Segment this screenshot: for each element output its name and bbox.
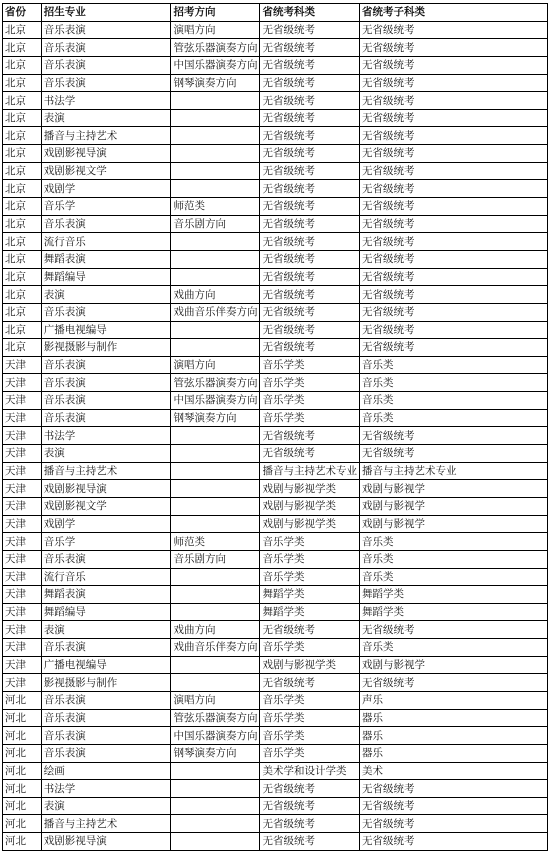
cell-province: 河北	[3, 797, 42, 815]
cell-exam-category: 音乐学类	[260, 691, 360, 709]
cell-exam-category: 音乐学类	[260, 639, 360, 657]
cell-exam-subcategory: 舞蹈学类	[359, 603, 547, 621]
cell-major: 绘画	[41, 762, 171, 780]
cell-major: 戏剧影视导演	[41, 145, 171, 163]
cell-exam-category: 无省级统考	[260, 162, 360, 180]
cell-province: 北京	[3, 286, 42, 304]
cell-province: 天津	[3, 639, 42, 657]
cell-major: 舞蹈编导	[41, 603, 171, 621]
cell-direction: 师范类	[171, 198, 260, 216]
cell-exam-subcategory: 无省级统考	[359, 74, 547, 92]
cell-province: 北京	[3, 109, 42, 127]
cell-province: 北京	[3, 74, 42, 92]
cell-direction	[171, 180, 260, 198]
table-row	[3, 321, 548, 339]
cell-exam-category: 无省级统考	[260, 180, 360, 198]
cell-province: 河北	[3, 709, 42, 727]
cell-province: 天津	[3, 356, 42, 374]
cell-exam-category: 无省级统考	[260, 127, 360, 145]
cell-major: 书法学	[41, 92, 171, 110]
cell-direction: 师范类	[171, 533, 260, 551]
cell-major: 音乐表演	[41, 56, 171, 74]
cell-province: 天津	[3, 568, 42, 586]
cell-major: 戏剧影视导演	[41, 480, 171, 498]
table-row	[3, 639, 548, 657]
cell-direction	[171, 780, 260, 798]
cell-exam-subcategory: 美术	[359, 762, 547, 780]
table-row	[3, 762, 548, 780]
cell-exam-subcategory: 无省级统考	[359, 233, 547, 251]
cell-major: 音乐表演	[41, 550, 171, 568]
cell-exam-subcategory: 器乐	[359, 727, 547, 745]
cell-major: 舞蹈表演	[41, 586, 171, 604]
cell-province: 天津	[3, 409, 42, 427]
cell-exam-subcategory: 无省级统考	[359, 286, 547, 304]
cell-exam-subcategory: 无省级统考	[359, 427, 547, 445]
cell-major: 舞蹈表演	[41, 250, 171, 268]
cell-direction	[171, 497, 260, 515]
cell-exam-category: 舞蹈学类	[260, 603, 360, 621]
table-row	[3, 691, 548, 709]
table-row	[3, 445, 548, 463]
table-row	[3, 780, 548, 798]
cell-exam-subcategory: 音乐类	[359, 639, 547, 657]
cell-province: 天津	[3, 621, 42, 639]
cell-major: 音乐表演	[41, 727, 171, 745]
cell-exam-subcategory: 音乐类	[359, 409, 547, 427]
header-direction: 招考方向	[171, 4, 260, 22]
cell-exam-subcategory: 无省级统考	[359, 321, 547, 339]
cell-exam-category: 无省级统考	[260, 621, 360, 639]
cell-exam-category: 无省级统考	[260, 21, 360, 39]
cell-major: 表演	[41, 445, 171, 463]
cell-exam-subcategory: 器乐	[359, 709, 547, 727]
cell-exam-category: 音乐学类	[260, 533, 360, 551]
cell-province: 北京	[3, 56, 42, 74]
cell-province: 北京	[3, 127, 42, 145]
cell-exam-category: 音乐学类	[260, 356, 360, 374]
admissions-table	[2, 3, 548, 851]
table-row	[3, 74, 548, 92]
cell-exam-category: 无省级统考	[260, 833, 360, 851]
cell-province: 河北	[3, 727, 42, 745]
cell-province: 河北	[3, 833, 42, 851]
cell-direction	[171, 268, 260, 286]
cell-exam-category: 戏剧与影视学类	[260, 497, 360, 515]
table-row	[3, 392, 548, 410]
header-row	[3, 4, 548, 22]
cell-direction	[171, 233, 260, 251]
cell-exam-subcategory: 音乐类	[359, 392, 547, 410]
cell-exam-category: 美术学和设计学类	[260, 762, 360, 780]
cell-major: 音乐表演	[41, 356, 171, 374]
cell-direction	[171, 339, 260, 357]
cell-exam-subcategory: 无省级统考	[359, 780, 547, 798]
cell-exam-subcategory: 无省级统考	[359, 215, 547, 233]
table-row	[3, 250, 548, 268]
cell-exam-subcategory: 无省级统考	[359, 815, 547, 833]
cell-direction: 管弦乐器演奏方向	[171, 709, 260, 727]
cell-province: 天津	[3, 497, 42, 515]
cell-exam-category: 音乐学类	[260, 409, 360, 427]
cell-exam-subcategory: 无省级统考	[359, 268, 547, 286]
cell-direction: 演唱方向	[171, 21, 260, 39]
cell-major: 广播电视编导	[41, 656, 171, 674]
table-row	[3, 497, 548, 515]
cell-exam-category: 无省级统考	[260, 92, 360, 110]
cell-exam-category: 戏剧与影视学类	[260, 480, 360, 498]
cell-major: 戏剧影视文学	[41, 162, 171, 180]
header-exam-category: 省统考科类	[260, 4, 360, 22]
cell-province: 河北	[3, 744, 42, 762]
cell-direction	[171, 321, 260, 339]
cell-major: 音乐表演	[41, 409, 171, 427]
table-row	[3, 621, 548, 639]
cell-province: 天津	[3, 392, 42, 410]
cell-province: 北京	[3, 39, 42, 57]
table-row	[3, 339, 548, 357]
table-row	[3, 356, 548, 374]
table-row	[3, 515, 548, 533]
cell-major: 广播电视编导	[41, 321, 171, 339]
cell-major: 音乐表演	[41, 639, 171, 657]
cell-province: 河北	[3, 780, 42, 798]
cell-major: 音乐表演	[41, 374, 171, 392]
cell-exam-category: 无省级统考	[260, 215, 360, 233]
cell-province: 北京	[3, 145, 42, 163]
cell-major: 流行音乐	[41, 568, 171, 586]
table-row	[3, 674, 548, 692]
cell-province: 天津	[3, 674, 42, 692]
cell-direction	[171, 145, 260, 163]
cell-exam-subcategory: 无省级统考	[359, 339, 547, 357]
cell-exam-category: 无省级统考	[260, 674, 360, 692]
cell-major: 音乐表演	[41, 392, 171, 410]
cell-direction	[171, 162, 260, 180]
cell-direction: 戏曲方向	[171, 286, 260, 304]
table-row	[3, 268, 548, 286]
cell-province: 北京	[3, 339, 42, 357]
cell-province: 北京	[3, 268, 42, 286]
cell-province: 天津	[3, 533, 42, 551]
cell-direction	[171, 480, 260, 498]
table-row	[3, 39, 548, 57]
cell-direction: 音乐剧方向	[171, 550, 260, 568]
cell-direction	[171, 427, 260, 445]
cell-exam-subcategory: 无省级统考	[359, 674, 547, 692]
cell-exam-subcategory: 音乐类	[359, 374, 547, 392]
cell-exam-category: 无省级统考	[260, 286, 360, 304]
cell-exam-category: 无省级统考	[260, 74, 360, 92]
cell-province: 天津	[3, 374, 42, 392]
cell-exam-subcategory: 无省级统考	[359, 445, 547, 463]
cell-exam-category: 无省级统考	[260, 145, 360, 163]
cell-province: 天津	[3, 586, 42, 604]
table-row	[3, 462, 548, 480]
cell-exam-subcategory: 无省级统考	[359, 56, 547, 74]
cell-direction	[171, 462, 260, 480]
cell-province: 天津	[3, 515, 42, 533]
cell-exam-subcategory: 戏剧与影视学	[359, 480, 547, 498]
cell-province: 河北	[3, 815, 42, 833]
cell-exam-category: 音乐学类	[260, 727, 360, 745]
cell-exam-subcategory: 无省级统考	[359, 198, 547, 216]
cell-exam-category: 无省级统考	[260, 427, 360, 445]
cell-exam-subcategory: 无省级统考	[359, 250, 547, 268]
table-row	[3, 815, 548, 833]
cell-direction	[171, 445, 260, 463]
cell-major: 播音与主持艺术	[41, 815, 171, 833]
cell-province: 天津	[3, 550, 42, 568]
cell-direction	[171, 250, 260, 268]
table-row	[3, 427, 548, 445]
table-row	[3, 744, 548, 762]
table-row	[3, 56, 548, 74]
cell-major: 表演	[41, 621, 171, 639]
table-row	[3, 233, 548, 251]
cell-direction	[171, 815, 260, 833]
cell-direction	[171, 603, 260, 621]
cell-major: 书法学	[41, 427, 171, 445]
table-row	[3, 109, 548, 127]
cell-exam-subcategory: 音乐类	[359, 356, 547, 374]
cell-major: 音乐学	[41, 198, 171, 216]
cell-major: 音乐表演	[41, 215, 171, 233]
header-major: 招生专业	[41, 4, 171, 22]
cell-exam-category: 舞蹈学类	[260, 586, 360, 604]
cell-exam-subcategory: 音乐类	[359, 550, 547, 568]
cell-direction	[171, 674, 260, 692]
cell-province: 北京	[3, 198, 42, 216]
cell-exam-category: 戏剧与影视学类	[260, 656, 360, 674]
cell-direction	[171, 833, 260, 851]
cell-exam-category: 无省级统考	[260, 198, 360, 216]
table-row	[3, 656, 548, 674]
cell-major: 音乐表演	[41, 744, 171, 762]
cell-major: 书法学	[41, 780, 171, 798]
table-row	[3, 374, 548, 392]
cell-exam-subcategory: 无省级统考	[359, 39, 547, 57]
cell-direction: 戏曲方向	[171, 621, 260, 639]
cell-exam-subcategory: 无省级统考	[359, 145, 547, 163]
cell-direction: 钢琴演奏方向	[171, 409, 260, 427]
table-row	[3, 286, 548, 304]
cell-direction	[171, 656, 260, 674]
header-exam-subcategory: 省统考子科类	[359, 4, 547, 22]
cell-direction	[171, 568, 260, 586]
cell-exam-category: 播音与主持艺术专业	[260, 462, 360, 480]
cell-province: 北京	[3, 250, 42, 268]
cell-exam-category: 戏剧与影视学类	[260, 515, 360, 533]
cell-major: 表演	[41, 797, 171, 815]
cell-province: 北京	[3, 21, 42, 39]
cell-major: 音乐表演	[41, 74, 171, 92]
cell-exam-category: 无省级统考	[260, 109, 360, 127]
cell-exam-subcategory: 无省级统考	[359, 303, 547, 321]
cell-exam-subcategory: 无省级统考	[359, 833, 547, 851]
cell-direction	[171, 797, 260, 815]
cell-exam-subcategory: 音乐类	[359, 568, 547, 586]
cell-exam-subcategory: 无省级统考	[359, 21, 547, 39]
cell-exam-category: 无省级统考	[260, 268, 360, 286]
cell-major: 影视摄影与制作	[41, 339, 171, 357]
cell-exam-category: 无省级统考	[260, 56, 360, 74]
cell-exam-category: 音乐学类	[260, 709, 360, 727]
cell-direction: 音乐剧方向	[171, 215, 260, 233]
cell-exam-category: 音乐学类	[260, 744, 360, 762]
table-row	[3, 568, 548, 586]
cell-major: 表演	[41, 286, 171, 304]
cell-exam-category: 无省级统考	[260, 339, 360, 357]
cell-province: 北京	[3, 303, 42, 321]
cell-major: 舞蹈编导	[41, 268, 171, 286]
table-row	[3, 409, 548, 427]
cell-province: 天津	[3, 603, 42, 621]
cell-direction: 中国乐器演奏方向	[171, 56, 260, 74]
cell-major: 播音与主持艺术	[41, 462, 171, 480]
table-row	[3, 533, 548, 551]
cell-direction: 中国乐器演奏方向	[171, 392, 260, 410]
cell-major: 戏剧学	[41, 180, 171, 198]
cell-exam-subcategory: 无省级统考	[359, 92, 547, 110]
cell-province: 天津	[3, 462, 42, 480]
cell-exam-category: 音乐学类	[260, 392, 360, 410]
cell-major: 播音与主持艺术	[41, 127, 171, 145]
table-row	[3, 127, 548, 145]
cell-direction	[171, 586, 260, 604]
table-row	[3, 215, 548, 233]
cell-province: 天津	[3, 656, 42, 674]
cell-exam-subcategory: 播音与主持艺术专业	[359, 462, 547, 480]
cell-province: 天津	[3, 480, 42, 498]
cell-major: 戏剧影视导演	[41, 833, 171, 851]
cell-exam-subcategory: 无省级统考	[359, 797, 547, 815]
cell-major: 音乐表演	[41, 303, 171, 321]
cell-exam-category: 无省级统考	[260, 780, 360, 798]
cell-direction	[171, 762, 260, 780]
cell-direction	[171, 92, 260, 110]
table-row	[3, 92, 548, 110]
cell-province: 北京	[3, 92, 42, 110]
table-row	[3, 162, 548, 180]
cell-province: 北京	[3, 215, 42, 233]
cell-exam-subcategory: 戏剧与影视学	[359, 656, 547, 674]
cell-direction: 管弦乐器演奏方向	[171, 374, 260, 392]
cell-exam-subcategory: 无省级统考	[359, 180, 547, 198]
cell-province: 北京	[3, 162, 42, 180]
cell-exam-subcategory: 器乐	[359, 744, 547, 762]
cell-exam-category: 无省级统考	[260, 233, 360, 251]
cell-direction: 钢琴演奏方向	[171, 744, 260, 762]
cell-exam-category: 音乐学类	[260, 374, 360, 392]
table-body	[3, 21, 548, 850]
cell-major: 表演	[41, 109, 171, 127]
cell-province: 河北	[3, 691, 42, 709]
table-row	[3, 303, 548, 321]
table-row	[3, 550, 548, 568]
cell-major: 流行音乐	[41, 233, 171, 251]
cell-direction: 管弦乐器演奏方向	[171, 39, 260, 57]
cell-exam-category: 无省级统考	[260, 39, 360, 57]
cell-major: 戏剧影视文学	[41, 497, 171, 515]
table-row	[3, 198, 548, 216]
cell-province: 天津	[3, 445, 42, 463]
cell-exam-subcategory: 音乐类	[359, 533, 547, 551]
cell-exam-subcategory: 无省级统考	[359, 109, 547, 127]
table-row	[3, 727, 548, 745]
table-row	[3, 709, 548, 727]
cell-province: 北京	[3, 233, 42, 251]
cell-exam-subcategory: 无省级统考	[359, 127, 547, 145]
cell-direction	[171, 127, 260, 145]
table-row	[3, 797, 548, 815]
table-row	[3, 145, 548, 163]
cell-exam-subcategory: 舞蹈学类	[359, 586, 547, 604]
cell-exam-category: 无省级统考	[260, 815, 360, 833]
cell-exam-subcategory: 无省级统考	[359, 621, 547, 639]
cell-exam-category: 无省级统考	[260, 445, 360, 463]
cell-direction	[171, 515, 260, 533]
cell-direction: 戏曲音乐伴奏方向	[171, 303, 260, 321]
cell-direction: 中国乐器演奏方向	[171, 727, 260, 745]
cell-exam-category: 音乐学类	[260, 550, 360, 568]
cell-major: 戏剧学	[41, 515, 171, 533]
cell-direction: 钢琴演奏方向	[171, 74, 260, 92]
cell-major: 音乐表演	[41, 39, 171, 57]
cell-direction: 演唱方向	[171, 356, 260, 374]
cell-province: 河北	[3, 762, 42, 780]
cell-province: 天津	[3, 427, 42, 445]
header-province: 省份	[3, 4, 42, 22]
table-row	[3, 603, 548, 621]
cell-major: 音乐学	[41, 533, 171, 551]
cell-major: 影视摄影与制作	[41, 674, 171, 692]
table-row	[3, 180, 548, 198]
cell-major: 音乐表演	[41, 21, 171, 39]
cell-major: 音乐表演	[41, 691, 171, 709]
cell-exam-category: 音乐学类	[260, 568, 360, 586]
cell-province: 北京	[3, 180, 42, 198]
cell-exam-category: 无省级统考	[260, 321, 360, 339]
table-row	[3, 586, 548, 604]
cell-province: 北京	[3, 321, 42, 339]
cell-exam-subcategory: 无省级统考	[359, 162, 547, 180]
cell-exam-subcategory: 戏剧与影视学	[359, 497, 547, 515]
cell-exam-category: 无省级统考	[260, 303, 360, 321]
cell-exam-subcategory: 声乐	[359, 691, 547, 709]
cell-direction: 演唱方向	[171, 691, 260, 709]
cell-major: 音乐表演	[41, 709, 171, 727]
table-row	[3, 833, 548, 851]
table-row	[3, 21, 548, 39]
cell-direction: 戏曲音乐伴奏方向	[171, 639, 260, 657]
cell-exam-category: 无省级统考	[260, 250, 360, 268]
cell-exam-subcategory: 戏剧与影视学	[359, 515, 547, 533]
cell-exam-category: 无省级统考	[260, 797, 360, 815]
cell-direction	[171, 109, 260, 127]
table-row	[3, 480, 548, 498]
